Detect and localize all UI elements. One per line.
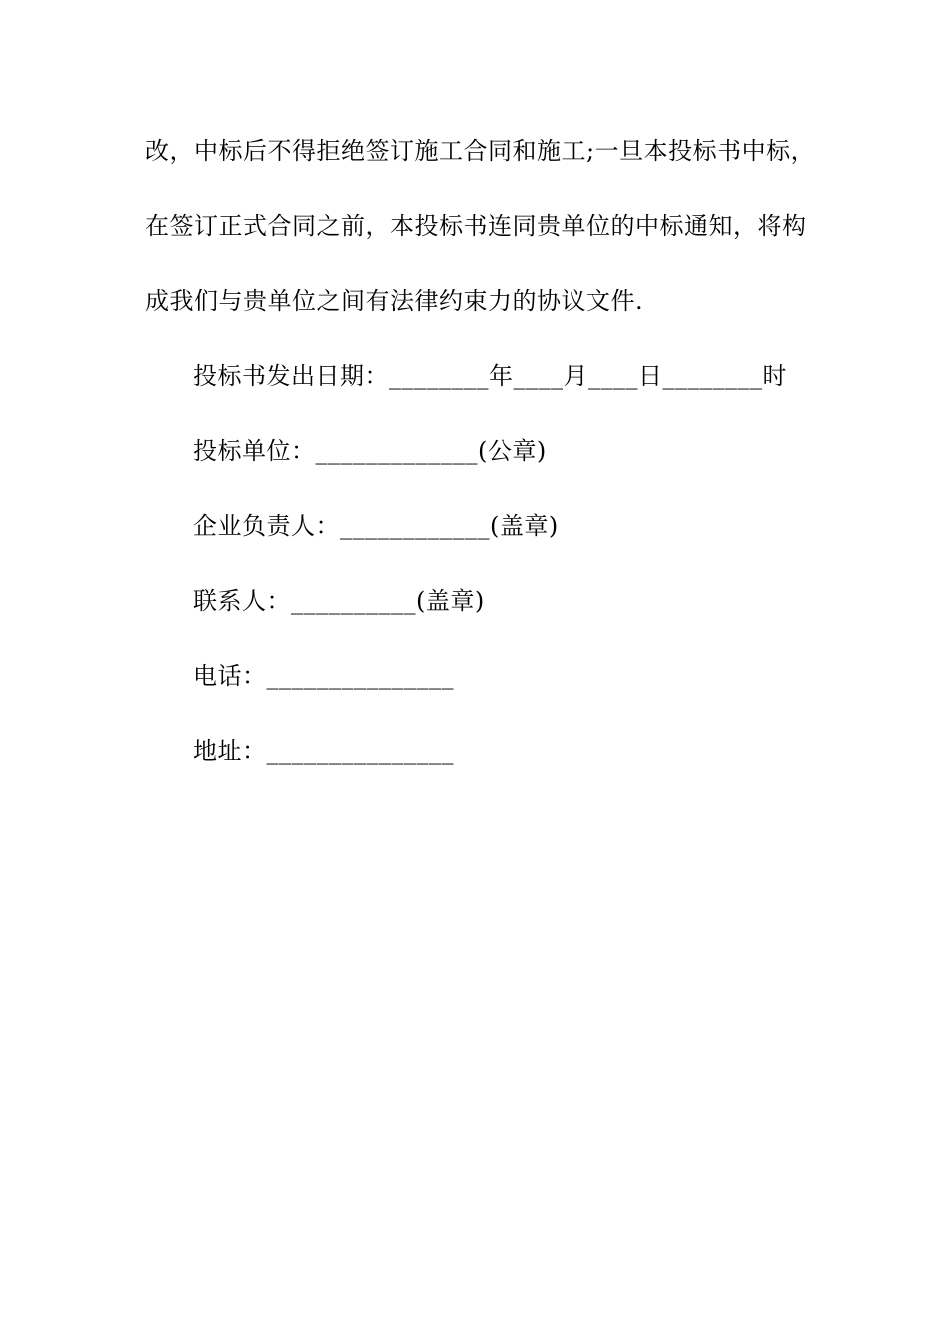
contact-person-field: 联系人：__________(盖章): [193, 587, 485, 615]
phone-field: 电话：_______________: [193, 662, 454, 690]
bid-issue-date-field: 投标书发出日期：________年____月____日________时: [193, 362, 787, 390]
company-leader-field: 企业负责人：____________(盖章): [193, 512, 559, 540]
paragraph-line-3: 成我们与贵单位之间有法律约束力的协议文件.: [145, 287, 644, 315]
paragraph-line-1: 改，中标后不得拒绝签订施工合同和施工;一旦本投标书中标，: [145, 137, 816, 165]
bidder-unit-field: 投标单位：_____________(公章): [193, 437, 547, 465]
paragraph-line-2: 在签订正式合同之前，本投标书连同贵单位的中标通知，将构: [145, 212, 807, 240]
address-field: 地址：_______________: [193, 737, 454, 765]
